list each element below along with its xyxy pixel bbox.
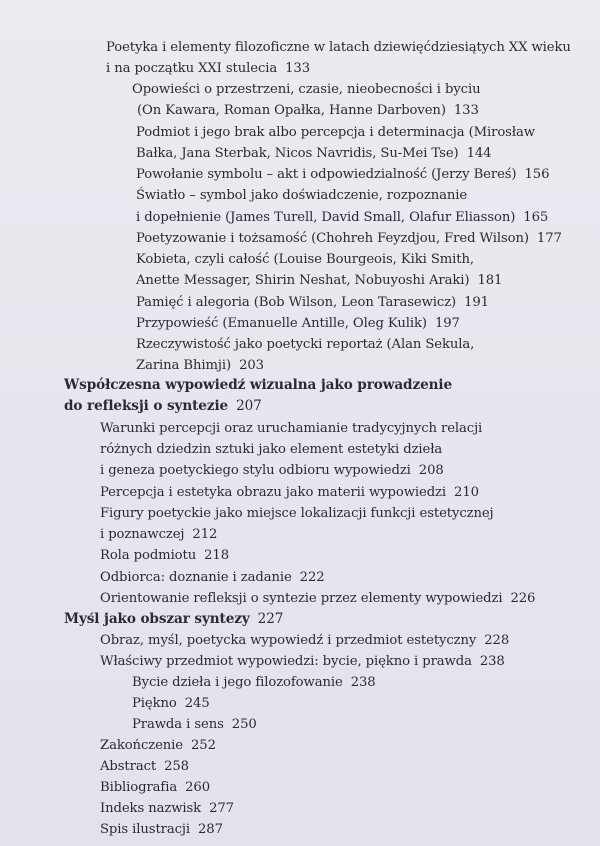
toc-line: Bycie dzieła i jego filozofowanie 238 <box>132 675 376 690</box>
toc-line: Spis ilustracji 287 <box>100 822 223 837</box>
toc-line: i dopełnienie (James Turell, David Small, Olafur Eliasson) 165 <box>136 210 549 225</box>
toc-line: Podmiot i jego brak albo percepcja i determinacja (Mirosław <box>136 125 535 140</box>
toc-line: Prawda i sens 250 <box>132 717 257 732</box>
toc-chapter: do refleksji o syntezie 207 <box>64 398 262 414</box>
toc-line: Warunki percepcji oraz uruchamianie tradycyjnych relacji <box>100 421 483 436</box>
toc-line: Poetyzowanie i tożsamość (Chohreh Feyzdjou, Fred Wilson) 177 <box>136 231 562 246</box>
toc-line: i geneza poetyckiego stylu odbioru wypowiedzi 208 <box>100 463 444 478</box>
toc-line: Indeks nazwisk 277 <box>100 801 234 816</box>
toc-line: Powołanie symbolu – akt i odpowiedzialność (Jerzy Bereś) 156 <box>136 167 550 182</box>
toc-line: Światło – symbol jako doświadczenie, rozpoznanie <box>136 188 468 203</box>
toc-line: Zarina Bhimji) 203 <box>136 358 264 373</box>
toc-line: Opowieści o przestrzeni, czasie, nieobecności i byciu <box>132 82 481 97</box>
toc-line: Kobieta, czyli całość (Louise Bourgeois, Kiki Smith, <box>136 252 474 267</box>
toc-line: Poetyka i elementy filozoficzne w latach dziewięćdziesiątych XX wieku <box>106 40 571 55</box>
toc-line: Pamięć i alegoria (Bob Wilson, Leon Tarasewicz) 191 <box>136 295 489 310</box>
toc-line: Rzeczywistość jako poetycki reportaż (Alan Sekula, <box>136 337 475 352</box>
toc-line: Rola podmiotu 218 <box>100 548 229 563</box>
toc-line: Zakończenie 252 <box>100 738 216 753</box>
toc-chapter: Współczesna wypowiedź wizualna jako prowadzenie <box>64 377 453 393</box>
toc-line: Właściwy przedmiot wypowiedzi: bycie, piękno i prawda 238 <box>100 654 505 669</box>
toc-line: różnych dziedzin sztuki jako element estetyki dzieła <box>100 442 443 457</box>
toc-line: Bibliografia 260 <box>100 780 210 795</box>
toc-line: Anette Messager, Shirin Neshat, Nobuyoshi Araki) 181 <box>136 273 503 288</box>
toc-line: Figury poetyckie jako miejsce lokalizacji funkcji estetycznej <box>100 506 494 521</box>
toc-line: Abstract 258 <box>100 759 189 774</box>
toc-line: Obraz, myśl, poetycka wypowiedź i przedmiot estetyczny 228 <box>100 633 510 648</box>
toc-line: i poznawczej 212 <box>100 527 218 542</box>
toc-line: Bałka, Jana Sterbak, Nicos Navridis, Su-Mei Tse) 144 <box>136 146 492 161</box>
toc-line: Przypowieść (Emanuelle Antille, Oleg Kulik) 197 <box>136 316 460 331</box>
toc-line: Percepcja i estetyka obrazu jako materii wypowiedzi 210 <box>100 485 479 500</box>
toc-line: Orientowanie refleksji o syntezie przez elementy wypowiedzi 226 <box>100 591 536 606</box>
toc-line: Odbiorca: doznanie i zadanie 222 <box>100 570 325 585</box>
toc-line: (On Kawara, Roman Opałka, Hanne Darboven) 133 <box>137 103 479 118</box>
toc-line: i na początku XXI stulecia 133 <box>106 61 311 76</box>
toc-line: Piękno 245 <box>132 696 210 711</box>
toc-chapter: Myśl jako obszar syntezy 227 <box>64 611 284 627</box>
